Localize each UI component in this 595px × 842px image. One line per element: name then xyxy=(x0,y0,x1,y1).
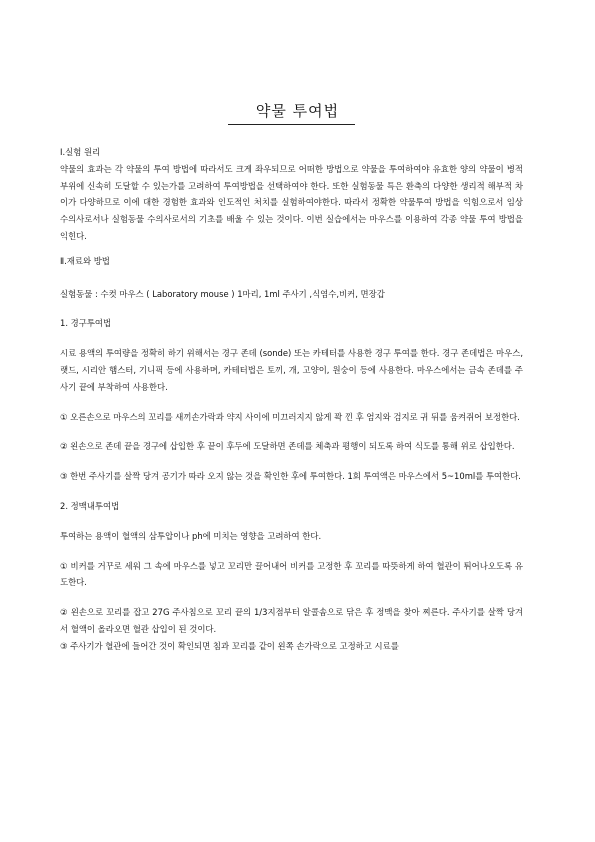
section-heading-principle: Ⅰ.실험 원리 xyxy=(60,147,101,157)
iv-intro-paragraph: 투여하는 용액이 혈액의 삼투압이나 ph에 미치는 영향을 고려하여 한다. xyxy=(60,530,322,541)
subsection-heading-oral: 1. 경구투여법 xyxy=(60,318,112,329)
document-body xyxy=(60,144,523,655)
document-title: 약물 투여법 xyxy=(255,102,340,120)
oral-intro-paragraph: 시료 용액의 투여량을 정확히 하기 위해서는 경구 존데 (sonde) 또는 카테터를 사용한 경구 투여를 한다. 경구 존데법은 마우스, 랫드, 시리안 햄스터, 기니픽 등에 사용하며, 카테터법은 토끼, 개, 고양이, 원숭이 등에 사용한다. 마우스에서는 금속 존데를 주사기 끝에 부착하여 사용한다. xyxy=(60,348,523,392)
title-underline xyxy=(228,124,355,125)
iv-step-1: ① 비커를 거꾸로 세워 그 속에 마우스를 넣고 꼬리만 끌어내어 비커를 고정한 후 꼬리를 따뜻하게 하여 혈관이 튀어나오도록 유도한다. xyxy=(60,560,523,588)
subsection-heading-iv: 2. 정맥내투여법 xyxy=(60,500,120,511)
oral-step-1: ① 오른손으로 마우스의 꼬리를 새끼손가락과 약지 사이에 미끄러지지 않게 꽉 낀 후 엄지와 검지로 귀 뒤를 움켜쥐어 보정한다. xyxy=(60,411,520,422)
oral-step-2: ② 왼손으로 존데 끝을 경구에 삽입한 후 끝이 후두에 도달하면 존데를 체축과 평행이 되도록 하여 식도를 통해 위로 삽입한다. xyxy=(60,441,515,452)
iv-step-3: ③ 주사기가 혈관에 들어간 것이 확인되면 침과 꼬리를 같이 왼쪽 손가락으로 고정하고 시료를 xyxy=(60,640,399,651)
section-heading-materials: Ⅱ.재료와 방법 xyxy=(60,255,110,266)
principle-paragraph: 약물의 효과는 각 약물의 투여 방법에 따라서도 크게 좌우되므로 어떠한 방법으로 약물을 투여하여야 유효한 양의 약물이 병적 부위에 신속히 도달할 수 있는가를 고려하여 투여방법을 선택하여야 한다. 또한 실험동물 특은 환축의 다양한 생리적 해부적 차이가 다양하므로 이에 대한 경험한 효과와 인도적인 처치를 실험하여야한다. 따라서 정확한 약물투여 방법을 익힘으로서 임상 수의사로서나 실험동물 수의사로서의 기초를 배울 수 있는 것이다. 이번 실습에서는 마우스를 이용하여 각종 약물 투여 방법을 익힌다. xyxy=(60,163,523,241)
oral-step-3: ③ 한번 주사기를 살짝 당겨 공기가 따라 오지 않는 것을 확인한 후에 투여한다. 1회 투여액은 마우스에서 5~10ml를 투여한다. xyxy=(60,471,521,482)
materials-paragraph: 실험동물 : 수컷 마우스 ( Laboratory mouse ) 1마리, 1ml 주사기 ,식염수,비커, 면장갑 xyxy=(60,288,385,299)
iv-step-2: ② 왼손으로 꼬리를 잡고 27G 주사침으로 꼬리 끝의 1/3지점부터 알콜솜으로 닦은 후 정맥을 찾아 찌른다. 주사기를 살짝 당겨서 혈액이 올라오면 혈관 삽입이 된 것이다. xyxy=(60,607,523,634)
